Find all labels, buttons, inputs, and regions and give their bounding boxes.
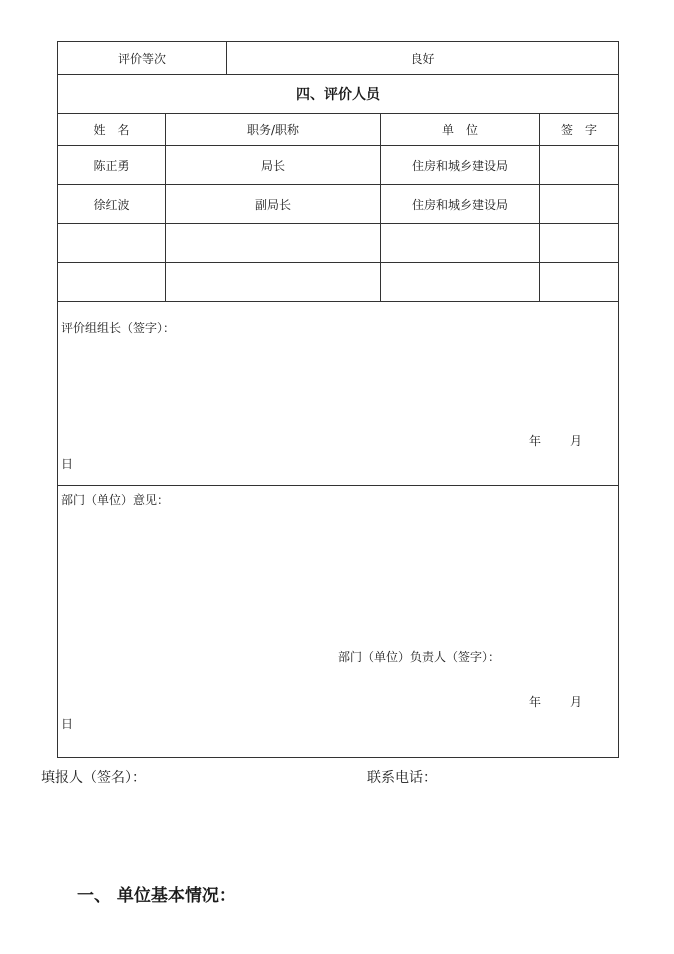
- section-four-row: [58, 75, 619, 114]
- person-position: 副局长: [166, 185, 381, 224]
- person-position: 局长: [166, 146, 381, 185]
- leader-signature-row: [58, 302, 619, 486]
- department-opinion-label: 部门（单位）意见：: [61, 493, 170, 507]
- person-signature[interactable]: [540, 185, 619, 224]
- evaluation-form-table: [57, 41, 619, 758]
- department-head-signature-label: 部门（单位）负责人（签字）：: [338, 650, 501, 664]
- header-signature: 签 字: [540, 114, 619, 146]
- opinion-date-year: 年: [529, 695, 542, 709]
- grade-value: 良好: [227, 42, 619, 75]
- header-position: 职务/职称: [166, 114, 381, 146]
- person-unit: 住房和城乡建设局: [381, 185, 540, 224]
- section-four-title: 四、评价人员: [58, 75, 619, 114]
- leader-date-year: 年: [529, 434, 542, 448]
- leader-date-day: 日: [61, 457, 74, 471]
- table-row: [58, 185, 619, 224]
- table-row: [58, 146, 619, 185]
- person-unit[interactable]: [381, 263, 540, 302]
- person-name[interactable]: [58, 263, 166, 302]
- person-position[interactable]: [166, 224, 381, 263]
- department-opinion-row: [58, 486, 619, 758]
- table-row: [58, 224, 619, 263]
- person-name: 陈正勇: [58, 146, 166, 185]
- header-unit: 单 位: [381, 114, 540, 146]
- person-signature[interactable]: [540, 224, 619, 263]
- table-header-row: [58, 114, 619, 146]
- filler-signature-label: 填报人（签名）：: [41, 770, 146, 786]
- grade-row: [58, 42, 619, 75]
- table-row: [58, 263, 619, 302]
- person-position[interactable]: [166, 263, 381, 302]
- leader-signature-label: 评价组组长（签字）：: [61, 321, 176, 335]
- person-signature[interactable]: [540, 263, 619, 302]
- person-unit[interactable]: [381, 224, 540, 263]
- leader-date-month: 月: [570, 434, 583, 448]
- header-name: 姓 名: [58, 114, 166, 146]
- opinion-date-month: 月: [570, 695, 583, 709]
- leader-signature-box[interactable]: [58, 302, 619, 486]
- person-signature[interactable]: [540, 146, 619, 185]
- person-unit: 住房和城乡建设局: [381, 146, 540, 185]
- grade-label: 评价等次: [58, 42, 227, 75]
- opinion-date-day: 日: [61, 717, 74, 731]
- contact-phone-label: 联系电话：: [367, 770, 437, 786]
- person-name[interactable]: [58, 224, 166, 263]
- person-name: 徐红波: [58, 185, 166, 224]
- next-section-title: 一、 单位基本情况：: [77, 886, 236, 906]
- department-opinion-box[interactable]: [58, 486, 619, 758]
